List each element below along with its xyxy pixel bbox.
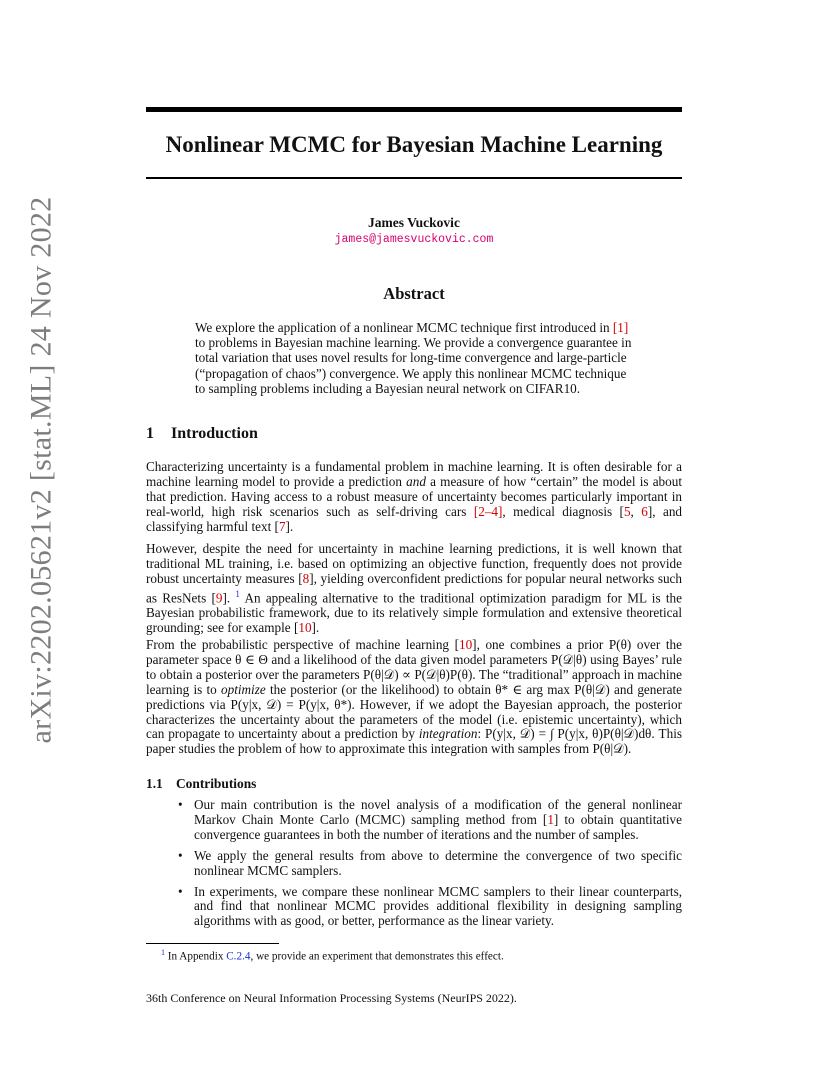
bullet-icon: • [178,847,183,863]
intro-paragraph-1 [146,460,682,535]
citation-link[interactable]: 7 [278,518,286,534]
paragraph-text: Characterizing uncertainty is a fundamental problem in machine learning. It is often desirable for a machine learning model to provide a prediction [146,459,682,489]
footnote-number: 1 [161,948,165,957]
author-name: James Vuckovic [368,215,460,230]
list-item-text: Our main contribution is the novel analysis of a modification of the general nonlinear Markov Chain Monte Carlo (MCMC) sampling method from [ [194,797,682,827]
footnote-rule [146,943,279,944]
paragraph-text: An appealing alternative to the traditional optimization paradigm for ML is the Bayesian probabilistic framework, due to its relatively simple formulation and extensive theoretical grounding; see for example [ [146,590,682,635]
arxiv-sidebar-identifier [12,196,70,743]
paragraph-text: ], one combines a prior P(θ) over the parameter space θ ∈ Θ and a likelihood of the data given model parameters P(𝒟|θ) using Bayes’ rule to obtain a posterior over the parameters P(θ|𝒟) ∝ P(𝒟|θ)P(θ). The “traditional” approach in machine learning is to [146,637,682,697]
emphasis-text: and [406,473,426,489]
emphasis-text: optimize [221,681,266,697]
paragraph-text: the posterior (or the likelihood) to obtain θ* ∈ arg max P(θ|𝒟) and generate predictions via P(y|x, 𝒟) = P(y|x, θ*). However, if we adopt the Bayesian approach, the posterior characterizes the uncertainty about the parameters of the model (i.e. epistemic uncertainty), which can propagate to uncertainty about a prediction by [146,681,682,742]
citation-link[interactable]: 5 [623,503,631,519]
list-item [176,849,682,879]
citation-link[interactable]: 10 [298,619,312,635]
citation-link[interactable]: 1 [547,811,554,827]
citation-link[interactable]: [1] [612,320,629,335]
citation-link[interactable]: 6 [641,503,648,519]
bullet-icon: • [178,797,183,812]
citation-link[interactable]: 10 [458,637,473,652]
paper-title: Nonlinear MCMC for Bayesian Machine Learning [165,132,663,157]
footnote-marker-link[interactable]: 1 [235,588,240,599]
footnote [161,948,504,963]
title-top-rule [146,107,682,112]
paragraph-text: , medical diagnosis [ [502,503,624,519]
paragraph-text: a measure of how “certain” the model is about that prediction. Having access to a robust measure of uncertainty becomes particularly important in real-world, high risk scenarios such as self-driving cars [146,473,682,519]
citation-link[interactable]: 8 [302,570,310,586]
subsection-title: Contributions [176,776,257,791]
subsection-number: 1.1 [146,776,163,791]
abstract-body [195,320,633,396]
appendix-link[interactable]: C.2.4 [226,950,251,963]
abstract-text: We explore the application of a nonlinear MCMC technique first introduced in [195,320,613,335]
section-heading-introduction [146,425,258,443]
subsection-heading-contributions [146,776,256,792]
author-email-link[interactable]: james@jamesvuckovic.com [334,233,494,246]
abstract-text: to problems in Bayesian machine learning. We provide a convergence guarantee in total variation that uses novel results for long-time convergence and large-particle (“propagation of chaos”) convergence. We apply this nonlinear MCMC technique to sampling problems including a Bayesian neural network on CIFAR10. [195,335,632,396]
paragraph-text: , [630,503,642,519]
emphasis-text: integration [418,726,478,742]
list-item-text: We apply the general results from above to determine the convergence of two specific nonlinear MCMC samplers. [194,847,682,878]
footnote-text: In Appendix [167,950,227,963]
list-item-text: In experiments, we compare these nonlinear MCMC samplers to their linear counterparts, and find that nonlinear MCMC provides additional flexibility in designing sampling algorithms with as good, or better, performance as the linear variety. [194,883,682,929]
paragraph-text: ], yielding overconfident predictions for popular neural networks such as ResNets [ [146,570,683,606]
intro-paragraph-2 [146,542,682,636]
abstract-heading: Abstract [383,284,445,303]
paragraph-text: : P(y|x, 𝒟) = ∫ P(y|x, θ)P(θ|𝒟)dθ. This paper studies the problem of how to approximate this integration with samples from P(θ|𝒟). [146,726,682,757]
paragraph-text: ]. [285,518,294,534]
section-title: Introduction [171,425,258,442]
section-number: 1 [146,425,154,442]
bullet-icon: • [178,883,183,899]
citation-link[interactable]: [2–4] [473,503,503,519]
list-item [176,798,682,843]
paragraph-text: ]. [311,619,320,635]
list-item [176,885,682,930]
paragraph-text: ], and classifying harmful text [ [146,503,683,534]
paragraph-text: From the probabilistic perspective of machine learning [ [146,637,459,652]
paragraph-text: However, despite the need for uncertainty in machine learning predictions, it is well known that traditional ML training, i.e. based on optimizing an objective function, frequently does not provide robust uncertainty measures [ [146,541,682,586]
citation-link[interactable]: 9 [215,590,223,606]
title-bottom-rule [146,177,682,179]
intro-paragraph-3 [146,638,682,757]
contributions-list [176,798,682,935]
arxiv-id-text: arXiv:2202.05621v2 [stat.ML] 24 Nov 2022 [24,196,58,743]
footnote-text: , we provide an experiment that demonstrates this effect. [250,950,504,963]
venue-line: 36th Conference on Neural Information Processing Systems (NeurIPS 2022). [146,991,517,1005]
list-item-text: ] to obtain quantitative convergence guarantees in both the number of iterations and the number of samples. [194,811,682,842]
paragraph-text: ]. [222,590,236,606]
